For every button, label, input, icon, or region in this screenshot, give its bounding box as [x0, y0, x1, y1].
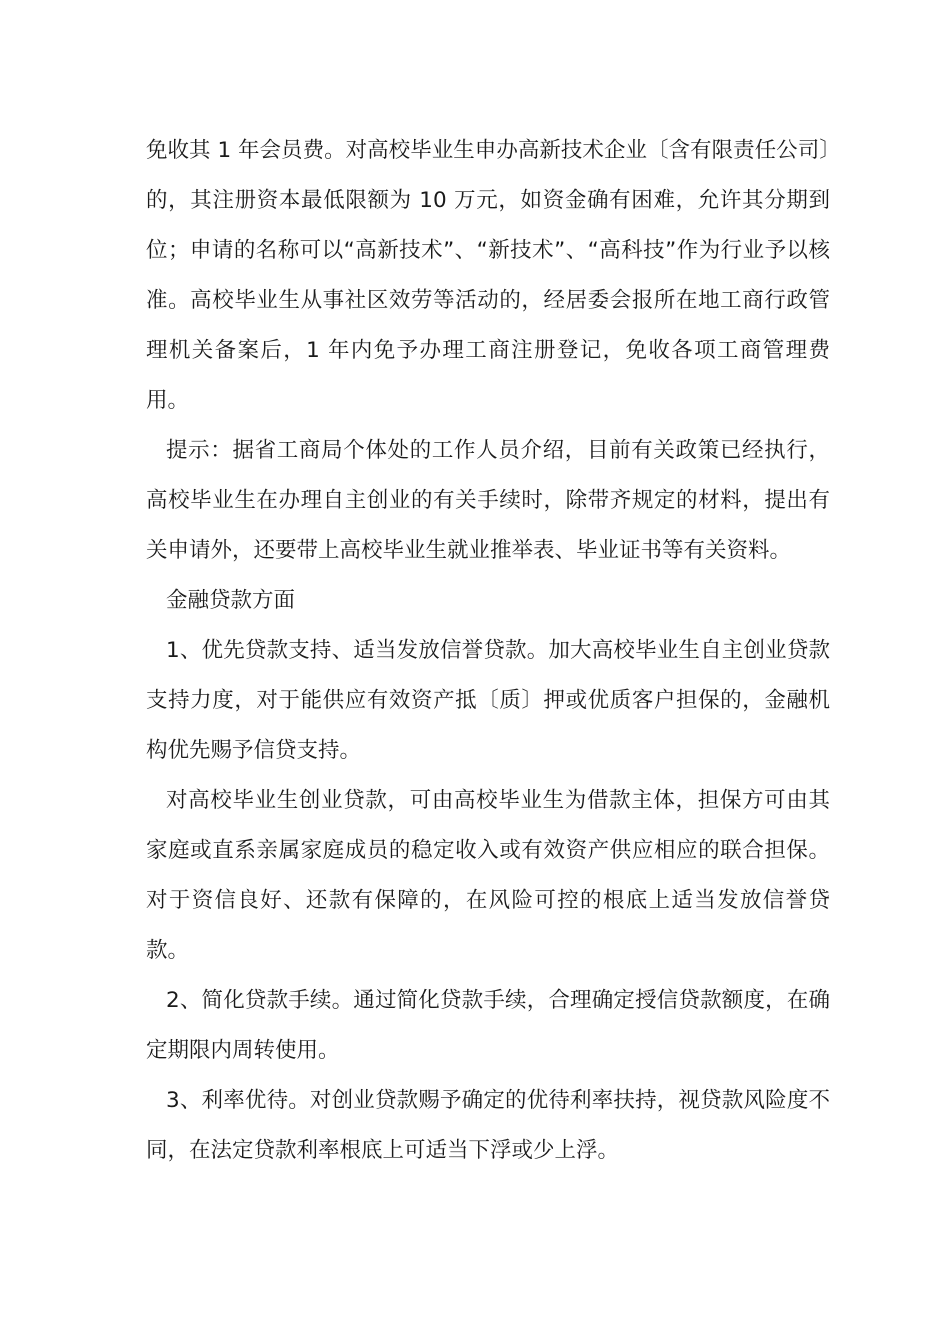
paragraph-item-1: 1、优先贷款支持、适当发放信誉贷款。加大高校毕业生自主创业贷款支持力度，对于能供应有效资产抵〔质〕押或优质客户担保的，金融机构优先赐予信贷支持。: [146, 638, 830, 763]
paragraph-item-3: 3、利率优待。对创业贷款赐予确定的优待利率扶持，视贷款风险度不同，在法定贷款利率根底上可适当下浮或少上浮。: [146, 1088, 830, 1163]
paragraph-loan-guarantee: 对高校毕业生创业贷款，可由高校毕业生为借款主体，担保方可由其家庭或直系亲属家庭成员的稳定收入或有效资产供应相应的联合担保。对于资信良好、还款有保障的，在风险可控的根底上适当发放信誉贷款。: [146, 788, 830, 963]
document-body: [146, 126, 830, 1176]
paragraph-item-2: 2、简化贷款手续。通过简化贷款手续，合理确定授信贷款额度，在确定期限内周转使用。: [146, 988, 830, 1063]
paragraph-continuation: 免收其 1 年会员费。对高校毕业生申办高新技术企业〔含有限责任公司〕的，其注册资本最低限额为 10 万元，如资金确有困难，允许其分期到位；申请的名称可以“高新技术”、“新技术”、“高科技”作为行业予以核准。高校毕业生从事社区效劳等活动的，经居委会报所在地工商行政管理机关备案后，1 年内免予办理工商注册登记，免收各项工商管理费用。: [146, 138, 830, 413]
paragraph-tip: 提示：据省工商局个体处的工作人员介绍，目前有关政策已经执行，高校毕业生在办理自主创业的有关手续时，除带齐规定的材料，提出有关申请外，还要带上高校毕业生就业推举表、毕业证书等有关资料。: [146, 438, 830, 563]
section-heading-finance-loans: 金融贷款方面: [166, 588, 296, 613]
